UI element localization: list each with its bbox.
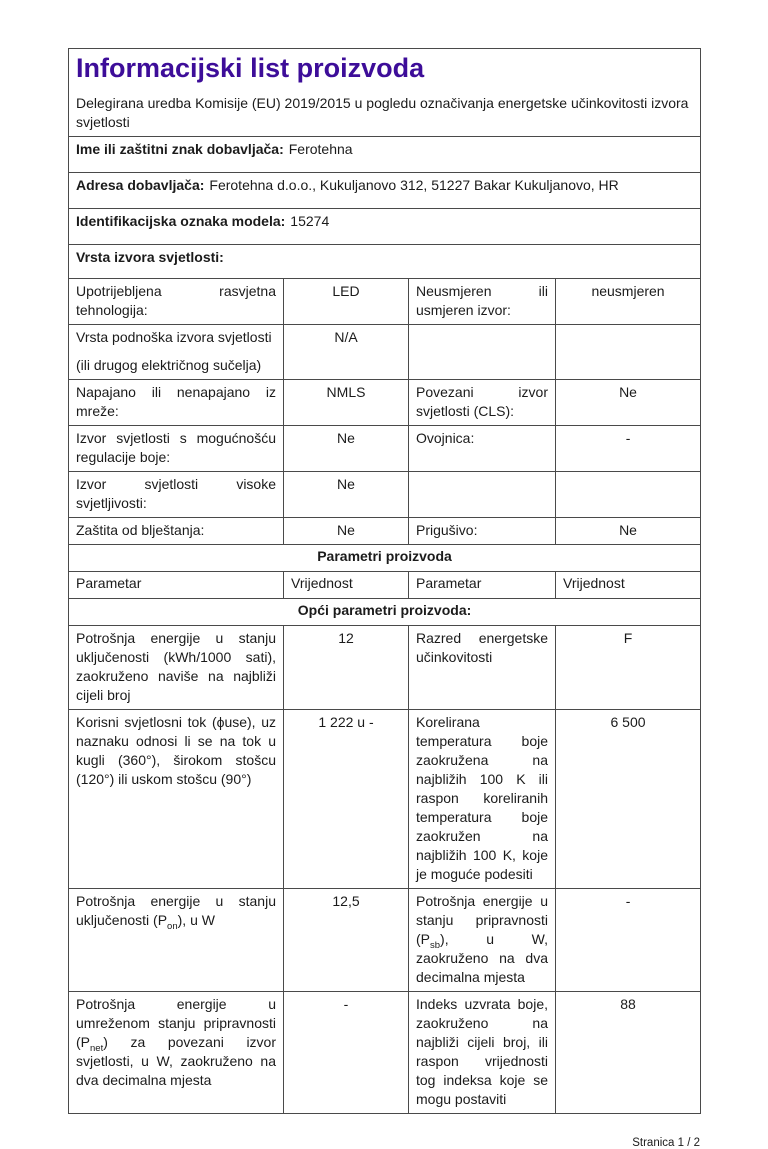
supplier-address-value: Ferotehna d.o.o., Kukuljanovo 312, 51227 Bakar Kukuljanovo, HR xyxy=(209,177,619,193)
value-cell xyxy=(556,472,701,518)
general-params-rows xyxy=(69,626,701,1114)
value-cell: Ne xyxy=(284,472,409,518)
param-cell: Izvor svjetlosti s mogućnošću regulacije boje: xyxy=(69,426,284,472)
value-cell: Ne xyxy=(556,518,701,545)
value-cell: F xyxy=(556,626,701,710)
param-cell: Izvor svjetlosti visoke svjetljivosti: xyxy=(69,472,284,518)
supplier-address-cell xyxy=(69,173,701,209)
model-id-value: 15274 xyxy=(290,213,330,229)
table-row xyxy=(69,889,701,992)
title-row xyxy=(69,49,701,137)
value-cell: Ne xyxy=(284,426,409,472)
param-cell: Indeks uzvrata boje, zaokruženo na najbliži cijeli broj, ili raspon vrijednosti tog indeksa koje se mogu postaviti xyxy=(409,992,556,1114)
value-cell: 12 xyxy=(284,626,409,710)
value-cell: NMLS xyxy=(284,380,409,426)
param-cell: Potrošnja energije u stanju pripravnosti $(P_{sb})$, u W, zaokruženo na dva decimalna mjesta xyxy=(409,889,556,992)
light-source-type-cell: Vrsta izvora svjetlosti: xyxy=(69,245,701,279)
param-cell: Upotrijebljena rasvjetna tehnologija: xyxy=(69,279,284,325)
value-cell: 12,5 xyxy=(284,889,409,992)
section-title: Parametri proizvoda xyxy=(69,545,701,572)
table-row xyxy=(69,710,701,889)
value-cell: - xyxy=(284,992,409,1114)
param-cell: Zaštita od blještanja: xyxy=(69,518,284,545)
param-cell: Potrošnja energije u umreženom stanju pripravnosti $(P_{net})$ za povezani izvor svjetlosti, u W, zaokruženo na dva decimalna mjesta xyxy=(69,992,284,1114)
param-cell: Potrošnja energije u stanju uključenosti $(P_{on})$, u W xyxy=(69,889,284,992)
supplier-address-label: Adresa dobavljača: xyxy=(76,177,205,193)
page-subtitle: Delegirana uredba Komisije (EU) 2019/2015 u pogledu označivanja energetske učinkovitosti izvora svjetlosti xyxy=(76,95,689,130)
value-cell: LED xyxy=(284,279,409,325)
value-cell: 6 500 xyxy=(556,710,701,889)
column-header-row xyxy=(69,572,701,599)
param-cell: Potrošnja energije u stanju uključenosti (kWh/1000 sati), zaokruženo naviše na najbliži cijeli broj xyxy=(69,626,284,710)
param-cell: Korisni svjetlosni tok (ϕuse), uz naznaku odnosi li se na tok u kugli (360°), širokom stošcu (120°) ili uskom stošcu (90°) xyxy=(69,710,284,889)
light-source-rows xyxy=(69,279,701,545)
section-title-row xyxy=(69,545,701,572)
subscript-text: sb xyxy=(430,939,441,951)
column-header: Vrijednost xyxy=(556,572,701,599)
value-cell: Ne xyxy=(556,380,701,426)
table-row xyxy=(69,992,701,1114)
value-cell: N/A xyxy=(284,325,409,380)
table-row xyxy=(69,472,701,518)
table-row xyxy=(69,245,701,279)
table-row xyxy=(69,173,701,209)
value-cell: neusmjeren xyxy=(556,279,701,325)
table-row xyxy=(69,380,701,426)
title-cell xyxy=(69,49,701,137)
subsection-title-row xyxy=(69,599,701,626)
param-cell xyxy=(409,325,556,380)
subscript-text: net xyxy=(90,1042,104,1054)
column-header: Vrijednost xyxy=(284,572,409,599)
param-cell: Razred energetske učinkovitosti xyxy=(409,626,556,710)
table-row xyxy=(69,325,701,380)
subscript-text: on xyxy=(167,920,178,932)
header-section xyxy=(69,49,701,279)
supplier-name-value: Ferotehna xyxy=(288,141,353,157)
line-spacer xyxy=(76,347,276,356)
subsection-title: Opći parametri proizvoda: xyxy=(69,599,701,626)
value-cell: Ne xyxy=(284,518,409,545)
value-cell xyxy=(556,325,701,380)
value-cell: - xyxy=(556,426,701,472)
column-header: Parametar xyxy=(69,572,284,599)
product-fiche-table xyxy=(68,48,701,1114)
param-cell: Vrsta podnoška izvora svjetlosti (ili drugog električnog sučelja) xyxy=(69,325,284,380)
page-number: Stranica 1 / 2 xyxy=(632,1137,700,1149)
param-cell: Prigušivo: xyxy=(409,518,556,545)
table-row xyxy=(69,626,701,710)
table-row xyxy=(69,518,701,545)
value-cell: 88 xyxy=(556,992,701,1114)
model-id-label: Identifikacijska oznaka modela: xyxy=(76,213,286,229)
param-cell: Neusmjeren ili usmjeren izvor: xyxy=(409,279,556,325)
table-row xyxy=(69,137,701,173)
table-row xyxy=(69,209,701,245)
param-cell: Ovojnica: xyxy=(409,426,556,472)
supplier-name-label: Ime ili zaštitni znak dobavljača: xyxy=(76,141,284,157)
param-cell: Korelirana temperatura boje zaokružena na najbližih 100 K ili raspon koreliranih temperatura boje zaokružen na najbližih 100 K, koje je moguće podesiti xyxy=(409,710,556,889)
product-params-section xyxy=(69,545,701,626)
supplier-name-cell xyxy=(69,137,701,173)
column-header: Parametar xyxy=(409,572,556,599)
table-row xyxy=(69,426,701,472)
param-cell xyxy=(409,472,556,518)
model-id-cell xyxy=(69,209,701,245)
param-cell: Napajano ili nenapajano iz mreže: xyxy=(69,380,284,426)
value-cell: 1 222 u - xyxy=(284,710,409,889)
page-title: Informacijski list proizvoda xyxy=(76,53,425,83)
value-cell: - xyxy=(556,889,701,992)
param-cell: Povezani izvor svjetlosti (CLS): xyxy=(409,380,556,426)
table-row xyxy=(69,279,701,325)
